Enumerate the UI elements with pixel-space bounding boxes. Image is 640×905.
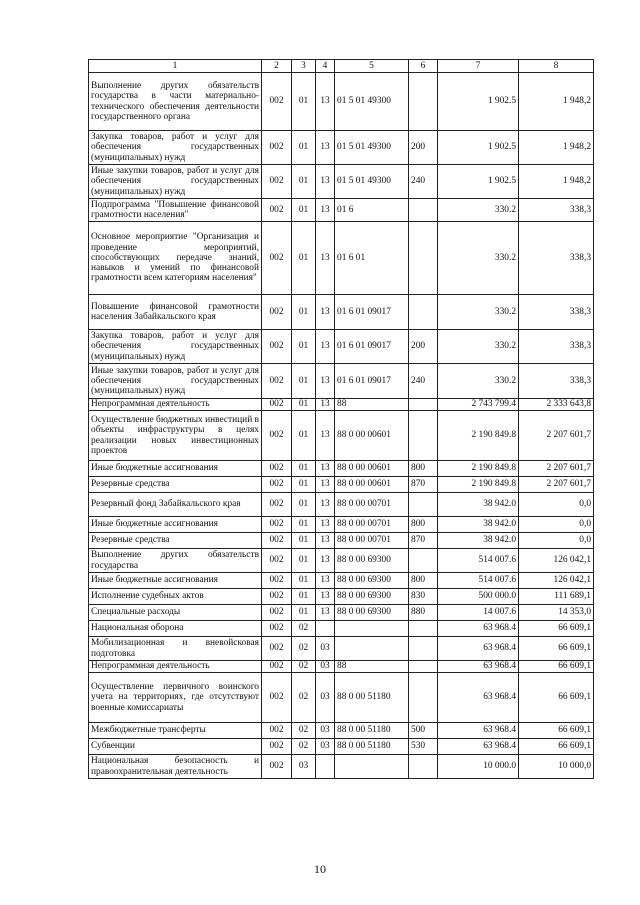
amount-year-1: 2 190 849.8 (438, 411, 519, 461)
expense-type-code (409, 673, 438, 723)
row-description: Субвенции (89, 739, 262, 755)
target-article-code: 88 0 00 00601 (335, 477, 409, 493)
section-code: 01 (292, 517, 316, 533)
expense-type-code (409, 411, 438, 461)
section-code: 01 (292, 549, 316, 573)
ministry-code: 002 (262, 330, 292, 364)
target-article-code (335, 755, 409, 779)
amount-year-1: 514 007.6 (438, 573, 519, 589)
section-code: 02 (292, 723, 316, 739)
expense-type-code (409, 199, 438, 222)
ministry-code: 002 (262, 199, 292, 222)
row-description: Резервные средства (89, 533, 262, 549)
column-header: 3 (292, 60, 316, 73)
expense-type-code: 500 (409, 723, 438, 739)
subsection-code: 13 (316, 477, 335, 493)
amount-year-1: 500 000.0 (438, 589, 519, 605)
amount-year-2: 126 042,1 (519, 549, 594, 573)
table-row (89, 621, 594, 637)
target-article-code: 88 0 00 69300 (335, 573, 409, 589)
row-description: Резервные средства (89, 477, 262, 493)
ministry-code: 002 (262, 73, 292, 131)
ministry-code: 002 (262, 165, 292, 199)
section-code: 01 (292, 222, 316, 295)
ministry-code: 002 (262, 573, 292, 589)
row-description: Иные закупки товаров, работ и услуг для обеспечения государственных (муниципальных) нужд (89, 165, 262, 199)
amount-year-1: 1 902.5 (438, 131, 519, 165)
amount-year-2: 338,3 (519, 364, 594, 399)
amount-year-1: 2 190 849.8 (438, 461, 519, 477)
expense-type-code (409, 755, 438, 779)
column-header: 5 (335, 60, 409, 73)
ministry-code: 002 (262, 477, 292, 493)
amount-year-2: 2 207 601,7 (519, 411, 594, 461)
amount-year-2: 338,3 (519, 295, 594, 330)
ministry-code: 002 (262, 364, 292, 399)
subsection-code (316, 755, 335, 779)
section-code: 01 (292, 131, 316, 165)
section-code: 01 (292, 589, 316, 605)
expense-type-code (409, 661, 438, 673)
subsection-code: 13 (316, 493, 335, 517)
amount-year-1: 330.2 (438, 222, 519, 295)
ministry-code: 002 (262, 461, 292, 477)
row-description: Непрограммная деятельность (89, 399, 262, 411)
row-description: Иные бюджетные ассигнования (89, 461, 262, 477)
section-code: 02 (292, 621, 316, 637)
subsection-code: 13 (316, 533, 335, 549)
row-description: Иные бюджетные ассигнования (89, 517, 262, 533)
amount-year-1: 38 942.0 (438, 533, 519, 549)
ministry-code: 002 (262, 589, 292, 605)
target-article-code: 88 0 00 51180 (335, 673, 409, 723)
expense-type-code: 880 (409, 605, 438, 621)
row-description: Осуществление первичного воинского учета на территориях, где отсутствуют военные комиссариаты (89, 673, 262, 723)
expense-type-code: 800 (409, 517, 438, 533)
expense-type-code (409, 549, 438, 573)
target-article-code: 88 0 00 00701 (335, 517, 409, 533)
ministry-code: 002 (262, 723, 292, 739)
amount-year-1: 63 968.4 (438, 723, 519, 739)
target-article-code: 88 0 00 51180 (335, 723, 409, 739)
row-description: Подпрограмма "Повышение финансовой грамотности населения" (89, 199, 262, 222)
subsection-code: 03 (316, 723, 335, 739)
section-code: 01 (292, 73, 316, 131)
ministry-code: 002 (262, 673, 292, 723)
table-row (89, 661, 594, 673)
target-article-code: 01 6 01 09017 (335, 330, 409, 364)
column-header: 6 (409, 60, 438, 73)
section-code: 03 (292, 755, 316, 779)
amount-year-2: 1 948,2 (519, 73, 594, 131)
amount-year-1: 63 968.4 (438, 637, 519, 661)
target-article-code: 88 (335, 399, 409, 411)
amount-year-1: 330.2 (438, 199, 519, 222)
subsection-code: 03 (316, 673, 335, 723)
ministry-code: 002 (262, 621, 292, 637)
amount-year-1: 330.2 (438, 364, 519, 399)
subsection-code: 13 (316, 549, 335, 573)
amount-year-2: 66 609,1 (519, 673, 594, 723)
section-code: 01 (292, 165, 316, 199)
amount-year-2: 0,0 (519, 517, 594, 533)
amount-year-1: 14 007.6 (438, 605, 519, 621)
target-article-code (335, 637, 409, 661)
target-article-code: 01 5 01 49300 (335, 131, 409, 165)
target-article-code: 88 (335, 661, 409, 673)
row-description: Осуществление бюджетных инвестиций в объекты инфраструктуры в целях реализации новых инвестиционных проектов (89, 411, 262, 461)
section-code: 01 (292, 533, 316, 549)
amount-year-1: 1 902.5 (438, 165, 519, 199)
amount-year-1: 514 007.6 (438, 549, 519, 573)
amount-year-2: 66 609,1 (519, 661, 594, 673)
subsection-code: 03 (316, 661, 335, 673)
table-row (89, 165, 594, 199)
amount-year-2: 14 353,0 (519, 605, 594, 621)
table-row (89, 131, 594, 165)
expense-type-code (409, 73, 438, 131)
subsection-code: 13 (316, 605, 335, 621)
amount-year-2: 338,3 (519, 199, 594, 222)
table-row (89, 573, 594, 589)
expense-type-code: 200 (409, 330, 438, 364)
subsection-code: 13 (316, 73, 335, 131)
amount-year-2: 66 609,1 (519, 723, 594, 739)
target-article-code: 88 0 00 69300 (335, 549, 409, 573)
subsection-code: 13 (316, 199, 335, 222)
expense-type-code: 870 (409, 477, 438, 493)
subsection-code: 03 (316, 637, 335, 661)
row-description: Иные бюджетные ассигнования (89, 573, 262, 589)
table-row (89, 549, 594, 573)
table-row (89, 73, 594, 131)
table-header-row (89, 60, 594, 73)
amount-year-2: 1 948,2 (519, 131, 594, 165)
table-row (89, 739, 594, 755)
ministry-code: 002 (262, 605, 292, 621)
subsection-code: 13 (316, 573, 335, 589)
expense-type-code (409, 295, 438, 330)
section-code: 02 (292, 637, 316, 661)
subsection-code: 13 (316, 295, 335, 330)
section-code: 01 (292, 399, 316, 411)
expense-type-code (409, 637, 438, 661)
target-article-code: 01 6 (335, 199, 409, 222)
expense-type-code: 800 (409, 461, 438, 477)
ministry-code: 002 (262, 637, 292, 661)
ministry-code: 002 (262, 131, 292, 165)
row-description: Непрограммная деятельность (89, 661, 262, 673)
column-header: 8 (519, 60, 594, 73)
ministry-code: 002 (262, 295, 292, 330)
row-description: Исполнение судебных актов (89, 589, 262, 605)
subsection-code: 13 (316, 330, 335, 364)
amount-year-1: 38 942.0 (438, 517, 519, 533)
amount-year-2: 0,0 (519, 533, 594, 549)
table-row (89, 723, 594, 739)
table-row (89, 199, 594, 222)
amount-year-2: 10 000,0 (519, 755, 594, 779)
ministry-code: 002 (262, 493, 292, 517)
amount-year-1: 10 000.0 (438, 755, 519, 779)
table-row (89, 330, 594, 364)
expense-type-code (409, 493, 438, 517)
expense-type-code: 800 (409, 573, 438, 589)
amount-year-1: 2 190 849.8 (438, 477, 519, 493)
row-description: Закупка товаров, работ и услуг для обеспечения государственных (муниципальных) нужд (89, 131, 262, 165)
amount-year-2: 2 207 601,7 (519, 461, 594, 477)
subsection-code: 13 (316, 364, 335, 399)
table-row (89, 493, 594, 517)
section-code: 01 (292, 411, 316, 461)
expense-type-code: 240 (409, 165, 438, 199)
amount-year-1: 330.2 (438, 295, 519, 330)
row-description: Выполнение других обязательств государства (89, 549, 262, 573)
target-article-code: 01 6 01 (335, 222, 409, 295)
table-row (89, 411, 594, 461)
ministry-code: 002 (262, 517, 292, 533)
table-row (89, 364, 594, 399)
subsection-code: 13 (316, 165, 335, 199)
subsection-code: 13 (316, 589, 335, 605)
amount-year-2: 2 333 643,8 (519, 399, 594, 411)
amount-year-1: 2 743 799.4 (438, 399, 519, 411)
subsection-code: 13 (316, 517, 335, 533)
amount-year-1: 1 902.5 (438, 73, 519, 131)
table-row (89, 755, 594, 779)
ministry-code: 002 (262, 399, 292, 411)
table-row (89, 589, 594, 605)
row-description: Закупка товаров, работ и услуг для обеспечения государственных (муниципальных) нужд (89, 330, 262, 364)
table-row (89, 637, 594, 661)
subsection-code: 13 (316, 411, 335, 461)
subsection-code: 13 (316, 131, 335, 165)
table-row (89, 605, 594, 621)
column-header: 7 (438, 60, 519, 73)
ministry-code: 002 (262, 661, 292, 673)
row-description: Межбюджетные трансферты (89, 723, 262, 739)
amount-year-1: 63 968.4 (438, 673, 519, 723)
amount-year-2: 0,0 (519, 493, 594, 517)
target-article-code: 01 5 01 49300 (335, 73, 409, 131)
amount-year-2: 338,3 (519, 222, 594, 295)
table-row (89, 222, 594, 295)
amount-year-2: 66 609,1 (519, 739, 594, 755)
row-description: Иные закупки товаров, работ и услуг для обеспечения государственных (муниципальных) нужд (89, 364, 262, 399)
amount-year-2: 2 207 601,7 (519, 477, 594, 493)
section-code: 01 (292, 364, 316, 399)
ministry-code: 002 (262, 222, 292, 295)
section-code: 02 (292, 739, 316, 755)
target-article-code: 88 0 00 51180 (335, 739, 409, 755)
target-article-code: 01 5 01 49300 (335, 165, 409, 199)
section-code: 01 (292, 330, 316, 364)
expense-type-code (409, 222, 438, 295)
expense-type-code: 830 (409, 589, 438, 605)
target-article-code: 88 0 00 00701 (335, 533, 409, 549)
target-article-code: 88 0 00 00601 (335, 411, 409, 461)
amount-year-2: 66 609,1 (519, 621, 594, 637)
expense-type-code: 530 (409, 739, 438, 755)
amount-year-2: 66 609,1 (519, 637, 594, 661)
amount-year-2: 126 042,1 (519, 573, 594, 589)
section-code: 02 (292, 673, 316, 723)
expense-type-code: 240 (409, 364, 438, 399)
row-description: Выполнение других обязательств государства в части материально-технического обеспечения деятельности государственного органа (89, 73, 262, 131)
table-row (89, 533, 594, 549)
subsection-code: 13 (316, 222, 335, 295)
section-code: 01 (292, 493, 316, 517)
expense-type-code (409, 399, 438, 411)
expense-type-code: 870 (409, 533, 438, 549)
amount-year-2: 338,3 (519, 330, 594, 364)
amount-year-1: 63 968.4 (438, 621, 519, 637)
target-article-code: 01 6 01 09017 (335, 295, 409, 330)
target-article-code (335, 621, 409, 637)
amount-year-2: 111 689,1 (519, 589, 594, 605)
ministry-code: 002 (262, 739, 292, 755)
table-row (89, 477, 594, 493)
subsection-code: 13 (316, 399, 335, 411)
expense-type-code (409, 621, 438, 637)
target-article-code: 01 6 01 09017 (335, 364, 409, 399)
row-description: Повышение финансовой грамотности населения Забайкальского края (89, 295, 262, 330)
section-code: 01 (292, 199, 316, 222)
row-description: Национальная оборона (89, 621, 262, 637)
ministry-code: 002 (262, 755, 292, 779)
amount-year-1: 63 968.4 (438, 739, 519, 755)
budget-table (88, 59, 594, 779)
row-description: Национальная безопасность и правоохранительная деятельность (89, 755, 262, 779)
amount-year-1: 63 968.4 (438, 661, 519, 673)
amount-year-1: 330.2 (438, 330, 519, 364)
section-code: 01 (292, 573, 316, 589)
target-article-code: 88 0 00 00601 (335, 461, 409, 477)
ministry-code: 002 (262, 549, 292, 573)
row-description: Мобилизационная и вневойсковая подготовка (89, 637, 262, 661)
section-code: 01 (292, 605, 316, 621)
table-row (89, 295, 594, 330)
section-code: 01 (292, 477, 316, 493)
page-number: 10 (314, 862, 326, 876)
column-header: 4 (316, 60, 335, 73)
row-description: Резервный фонд Забайкальского края (89, 493, 262, 517)
table-row (89, 461, 594, 477)
section-code: 02 (292, 661, 316, 673)
ministry-code: 002 (262, 411, 292, 461)
table-body (89, 73, 594, 779)
amount-year-1: 38 942.0 (438, 493, 519, 517)
target-article-code: 88 0 00 69300 (335, 589, 409, 605)
ministry-code: 002 (262, 533, 292, 549)
row-description: Специальные расходы (89, 605, 262, 621)
column-header: 1 (89, 60, 262, 73)
subsection-code: 13 (316, 461, 335, 477)
target-article-code: 88 0 00 69300 (335, 605, 409, 621)
table-row (89, 517, 594, 533)
subsection-code (316, 621, 335, 637)
section-code: 01 (292, 461, 316, 477)
amount-year-2: 1 948,2 (519, 165, 594, 199)
section-code: 01 (292, 295, 316, 330)
table-row (89, 399, 594, 411)
expense-type-code: 200 (409, 131, 438, 165)
subsection-code: 03 (316, 739, 335, 755)
row-description: Основное мероприятие "Организация и проведение мероприятий, способствующих передаче знаний, навыков и умений по финансовой грамотности всем категориям населения" (89, 222, 262, 295)
column-header: 2 (262, 60, 292, 73)
target-article-code: 88 0 00 00701 (335, 493, 409, 517)
table-row (89, 673, 594, 723)
